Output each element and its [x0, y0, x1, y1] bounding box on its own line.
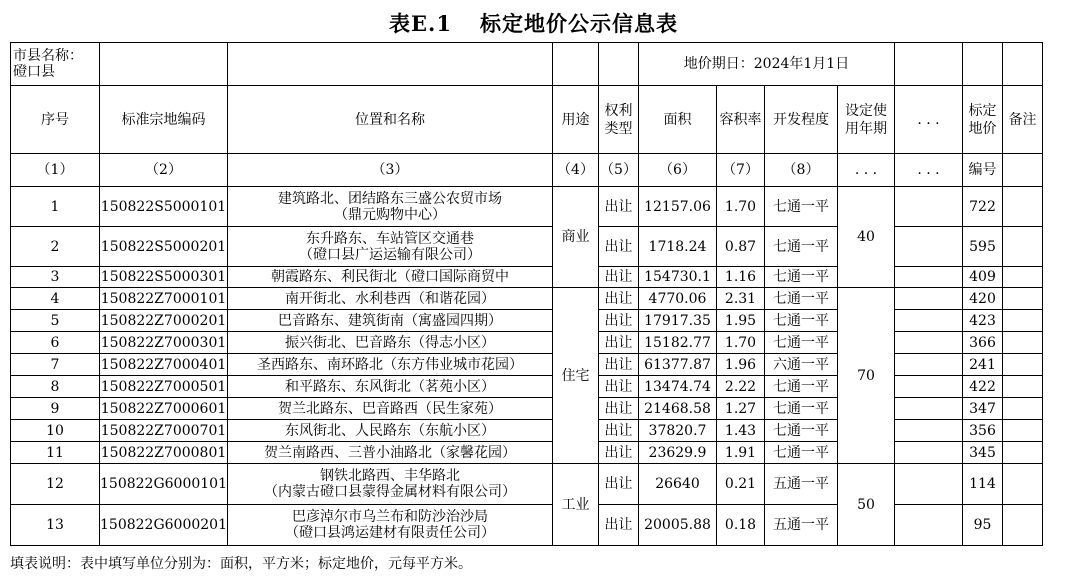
row-location-line1: 巴彦淖尔市乌兰布和防沙治沙局 — [292, 509, 488, 525]
header-years-line1: 设定使 — [845, 102, 887, 119]
header-ellipsis: . . . — [895, 86, 963, 154]
col-num-4: （4） — [553, 154, 599, 187]
row-seq: 9 — [11, 398, 100, 420]
table-header-row-2 — [11, 86, 1043, 154]
row-area: 12157.06 — [639, 187, 717, 227]
row-seq: 1 — [11, 187, 100, 227]
row-remark — [1003, 310, 1043, 332]
header-price-line1: 标定 — [968, 102, 997, 119]
row-extra — [895, 398, 963, 420]
row-extra — [895, 332, 963, 354]
row-price: 423 — [963, 310, 1003, 332]
row-right: 出让 — [599, 354, 639, 376]
row-far: 1.70 — [717, 187, 765, 227]
row-right: 出让 — [599, 332, 639, 354]
row-area: 61377.87 — [639, 354, 717, 376]
row-seq: 2 — [11, 227, 100, 267]
row-right: 出让 — [599, 288, 639, 310]
row-far: 1.91 — [717, 442, 765, 464]
column-number-row — [11, 154, 1043, 187]
row-extra — [895, 505, 963, 546]
row-right: 出让 — [599, 398, 639, 420]
row-code: 150822Z7000101 — [100, 288, 228, 310]
row-right: 出让 — [599, 505, 639, 546]
col-num-9: . . . — [838, 154, 895, 187]
row-price: 422 — [963, 376, 1003, 398]
row-seq: 11 — [11, 442, 100, 464]
row-extra — [895, 420, 963, 442]
empty-cell — [553, 43, 599, 86]
row-code: 150822G6000101 — [100, 464, 228, 505]
col-num-11: 编号 — [963, 154, 1003, 187]
row-dev: 七通一平 — [765, 267, 838, 288]
row-location — [228, 464, 553, 505]
row-location: 南开街北、水利巷西（和谐花园） — [228, 288, 553, 310]
row-remark — [1003, 505, 1043, 546]
row-remark — [1003, 288, 1043, 310]
header-right-type — [599, 86, 639, 154]
col-num-5: （5） — [599, 154, 639, 187]
empty-cell — [599, 43, 639, 86]
row-area: 13474.74 — [639, 376, 717, 398]
header-dev: 开发程度 — [765, 86, 838, 154]
row-price: 347 — [963, 398, 1003, 420]
row-code: 150822S5000201 — [100, 227, 228, 267]
row-remark — [1003, 354, 1043, 376]
header-right-line1: 权利 — [604, 102, 633, 119]
use-residential: 住宅 — [553, 288, 599, 464]
col-num-12 — [1003, 154, 1043, 187]
row-seq: 10 — [11, 420, 100, 442]
row-code: 150822Z7000301 — [100, 332, 228, 354]
row-dev: 七通一平 — [765, 420, 838, 442]
header-price — [963, 86, 1003, 154]
row-right: 出让 — [599, 464, 639, 505]
header-code: 标准宗地编码 — [100, 86, 228, 154]
row-area: 20005.88 — [639, 505, 717, 546]
row-area: 1718.24 — [639, 227, 717, 267]
row-far: 1.27 — [717, 398, 765, 420]
row-code: 150822S5000301 — [100, 267, 228, 288]
row-price: 420 — [963, 288, 1003, 310]
table-row — [11, 288, 1043, 310]
table-title-text: 标定地价公示信息表 — [479, 11, 678, 36]
row-seq: 5 — [11, 310, 100, 332]
row-price: 722 — [963, 187, 1003, 227]
col-num-1: （1） — [11, 154, 100, 187]
row-location-line2: （内蒙古磴口县蒙得金属材料有限公司） — [264, 484, 516, 500]
row-seq: 8 — [11, 376, 100, 398]
row-location: 振兴街北、巴音路东（得志小区） — [228, 332, 553, 354]
row-location: 贺兰南路西、三普小油路北（家馨花园） — [228, 442, 553, 464]
header-right-line2: 类型 — [604, 120, 633, 137]
row-dev: 七通一平 — [765, 288, 838, 310]
use-commercial: 商业 — [553, 187, 599, 288]
header-years-line2: 用年期 — [845, 120, 887, 137]
row-seq: 4 — [11, 288, 100, 310]
header-years — [838, 86, 895, 154]
row-code: 150822Z7000701 — [100, 420, 228, 442]
row-right: 出让 — [599, 420, 639, 442]
row-right: 出让 — [599, 442, 639, 464]
row-far: 1.96 — [717, 354, 765, 376]
row-price: 95 — [963, 505, 1003, 546]
years-commercial: 40 — [838, 187, 895, 288]
row-remark — [1003, 227, 1043, 267]
fill-instructions: 填表说明：表中填写单位分别为：面积，平方米；标定地价，元每平方米。 — [10, 556, 472, 572]
row-dev: 七通一平 — [765, 187, 838, 227]
row-area: 26640 — [639, 464, 717, 505]
row-price: 595 — [963, 227, 1003, 267]
price-date: 地价期日：2024年1月1日 — [639, 43, 895, 86]
row-location-line1: 东升路东、车站管区交通巷 — [306, 230, 474, 247]
row-code: 150822Z7000501 — [100, 376, 228, 398]
row-far: 0.87 — [717, 227, 765, 267]
table-header-row-1 — [11, 43, 1043, 86]
row-location: 圣西路东、南环路北（东方伟业城市花园） — [228, 354, 553, 376]
row-remark — [1003, 464, 1043, 505]
row-location-line2: （磴口县鸿运建材有限责任公司） — [285, 525, 495, 541]
header-area: 面积 — [639, 86, 717, 154]
row-dev: 七通一平 — [765, 310, 838, 332]
row-remark — [1003, 267, 1043, 288]
row-dev: 七通一平 — [765, 332, 838, 354]
row-extra — [895, 288, 963, 310]
col-num-2: （2） — [100, 154, 228, 187]
city-value: 磴口县 — [13, 64, 55, 80]
header-seq: 序号 — [11, 86, 100, 154]
row-remark — [1003, 420, 1043, 442]
row-location-line1: 钢铁北路西、丰华路北 — [320, 468, 460, 484]
row-far: 2.22 — [717, 376, 765, 398]
row-dev: 七通一平 — [765, 398, 838, 420]
row-location: 东风街北、人民路东（东航小区） — [228, 420, 553, 442]
header-use: 用途 — [553, 86, 599, 154]
header-remark: 备注 — [1003, 86, 1043, 154]
row-extra — [895, 354, 963, 376]
row-extra — [895, 376, 963, 398]
row-right: 出让 — [599, 310, 639, 332]
row-area: 21468.58 — [639, 398, 717, 420]
empty-cell — [1003, 43, 1043, 86]
row-far: 2.31 — [717, 288, 765, 310]
row-price: 345 — [963, 442, 1003, 464]
col-num-10: . . . — [895, 154, 963, 187]
col-num-7: （7） — [717, 154, 765, 187]
row-code: 150822Z7000801 — [100, 442, 228, 464]
empty-cell — [963, 43, 1003, 86]
header-far: 容积率 — [717, 86, 765, 154]
table-title — [0, 8, 1067, 38]
row-seq: 3 — [11, 267, 100, 288]
row-extra — [895, 187, 963, 227]
row-location — [228, 227, 553, 267]
col-num-6: （6） — [639, 154, 717, 187]
row-extra — [895, 227, 963, 267]
row-far: 0.21 — [717, 464, 765, 505]
row-far: 1.43 — [717, 420, 765, 442]
row-seq: 7 — [11, 354, 100, 376]
row-dev: 五通一平 — [765, 464, 838, 505]
header-price-line2: 地价 — [968, 120, 997, 137]
row-code: 150822Z7000201 — [100, 310, 228, 332]
use-industrial: 工业 — [553, 464, 599, 546]
row-code: 150822Z7000401 — [100, 354, 228, 376]
row-remark — [1003, 187, 1043, 227]
row-extra — [895, 310, 963, 332]
row-code: 150822S5000101 — [100, 187, 228, 227]
row-dev: 五通一平 — [765, 505, 838, 546]
row-price: 409 — [963, 267, 1003, 288]
row-seq: 13 — [11, 505, 100, 546]
row-area: 15182.77 — [639, 332, 717, 354]
row-location: 贺兰北路东、巴音路西（民生家苑） — [228, 398, 553, 420]
table-row — [11, 464, 1043, 505]
row-right: 出让 — [599, 227, 639, 267]
row-area: 154730.1 — [639, 267, 717, 288]
row-extra — [895, 464, 963, 505]
row-remark — [1003, 332, 1043, 354]
row-right: 出让 — [599, 267, 639, 288]
row-right: 出让 — [599, 376, 639, 398]
row-location: 朝霞路东、利民街北（磴口国际商贸中 — [228, 267, 553, 288]
empty-cell — [100, 43, 228, 86]
row-area: 4770.06 — [639, 288, 717, 310]
row-far: 1.16 — [717, 267, 765, 288]
years-industrial: 50 — [838, 464, 895, 546]
row-location-line2: （鼎元购物中心） — [334, 206, 446, 223]
row-price: 356 — [963, 420, 1003, 442]
row-far: 1.95 — [717, 310, 765, 332]
row-dev: 七通一平 — [765, 227, 838, 267]
row-location — [228, 187, 553, 227]
row-remark — [1003, 398, 1043, 420]
empty-cell — [228, 43, 553, 86]
row-location — [228, 505, 553, 546]
row-far: 0.18 — [717, 505, 765, 546]
table-number: 表E.1 — [389, 11, 452, 36]
row-code: 150822G6000201 — [100, 505, 228, 546]
table-row — [11, 187, 1043, 227]
row-price: 241 — [963, 354, 1003, 376]
row-far: 1.70 — [717, 332, 765, 354]
row-location: 和平路东、东风街北（茗苑小区） — [228, 376, 553, 398]
row-location: 巴音路东、建筑街南（寓盛园四期） — [228, 310, 553, 332]
row-remark — [1003, 376, 1043, 398]
row-price: 114 — [963, 464, 1003, 505]
row-seq: 6 — [11, 332, 100, 354]
row-dev: 七通一平 — [765, 376, 838, 398]
col-num-3: （3） — [228, 154, 553, 187]
col-num-8: （8） — [765, 154, 838, 187]
row-seq: 12 — [11, 464, 100, 505]
row-price: 366 — [963, 332, 1003, 354]
row-right: 出让 — [599, 187, 639, 227]
row-area: 23629.9 — [639, 442, 717, 464]
header-location: 位置和名称 — [228, 86, 553, 154]
row-extra — [895, 267, 963, 288]
row-dev: 七通一平 — [765, 442, 838, 464]
row-extra — [895, 442, 963, 464]
row-remark — [1003, 442, 1043, 464]
row-area: 17917.35 — [639, 310, 717, 332]
land-price-table — [10, 42, 1043, 546]
row-dev: 六通一平 — [765, 354, 838, 376]
years-residential: 70 — [838, 288, 895, 464]
city-name-cell — [11, 43, 100, 86]
row-area: 37820.7 — [639, 420, 717, 442]
row-location-line2: （磴口县广运运输有限公司） — [299, 246, 481, 263]
empty-cell — [895, 43, 963, 86]
row-location-line1: 建筑路北、团结路东三盛公农贸市场 — [278, 190, 502, 207]
city-label: 市县名称： — [13, 48, 83, 64]
row-code: 150822Z7000601 — [100, 398, 228, 420]
